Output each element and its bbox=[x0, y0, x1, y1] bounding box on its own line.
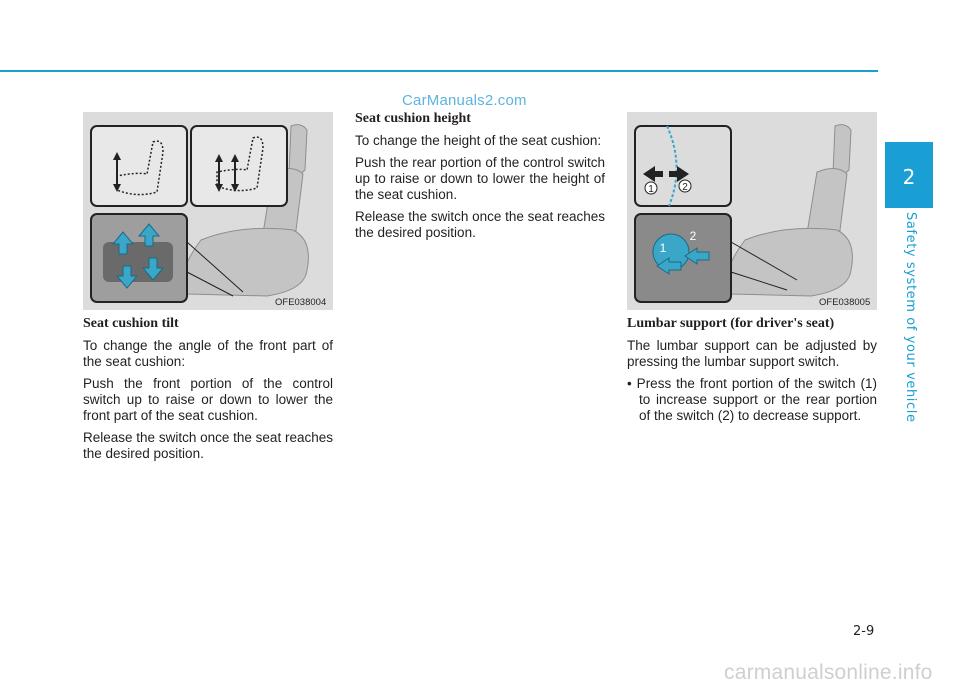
chapter-title-text: Safety system of your vehicle bbox=[903, 212, 918, 423]
chapter-number: 2 bbox=[902, 165, 916, 189]
callout-1: 1 bbox=[648, 184, 654, 195]
page-number: 2-9 bbox=[853, 624, 875, 639]
watermark-top[interactable]: CarManuals2.com bbox=[402, 92, 527, 109]
paragraph: The lumbar support can be adjusted by pressing the lumbar support switch. bbox=[627, 338, 877, 369]
left-column bbox=[83, 316, 333, 468]
heading-seat-cushion-height: Seat cushion height bbox=[355, 111, 471, 126]
paragraph: To change the height of the seat cushion: bbox=[355, 133, 602, 148]
lumbar-figure bbox=[627, 112, 877, 310]
callout-2: 2 bbox=[682, 182, 688, 193]
switch-label-2: 2 bbox=[689, 229, 697, 243]
paragraph: Release the switch once the seat reaches the desired position. bbox=[355, 209, 605, 240]
heading-seat-cushion-tilt: Seat cushion tilt bbox=[83, 316, 179, 331]
paragraph: Push the front portion of the control switch up to raise or down to lower the front part of the seat cushion. bbox=[83, 376, 333, 423]
paragraph: Release the switch once the seat reaches the desired position. bbox=[83, 430, 333, 461]
bullet-item: • Press the front portion of the switch (1) to increase support or the rear portion of the switch (2) to decrease support. bbox=[627, 376, 877, 423]
figure-code-right: OFE038005 bbox=[819, 297, 871, 308]
switch-label-1: 1 bbox=[659, 241, 667, 255]
middle-column bbox=[355, 111, 605, 247]
watermark-bottom[interactable]: carmanualsonline.info bbox=[724, 661, 933, 684]
chapter-title bbox=[898, 212, 918, 423]
right-column bbox=[627, 316, 877, 424]
lumbar-illustration bbox=[627, 112, 877, 310]
figure-code-left: OFE038004 bbox=[275, 297, 327, 308]
paragraph: Push the rear portion of the control switch up to raise or down to lower the height of the seat cushion. bbox=[355, 155, 605, 202]
seat-tilt-figure bbox=[83, 112, 333, 310]
header-rule bbox=[0, 70, 878, 72]
seat-tilt-illustration bbox=[83, 112, 333, 310]
paragraph: To change the angle of the front part of the seat cushion: bbox=[83, 338, 333, 369]
heading-lumbar-support: Lumbar support (for driver's seat) bbox=[627, 316, 835, 331]
